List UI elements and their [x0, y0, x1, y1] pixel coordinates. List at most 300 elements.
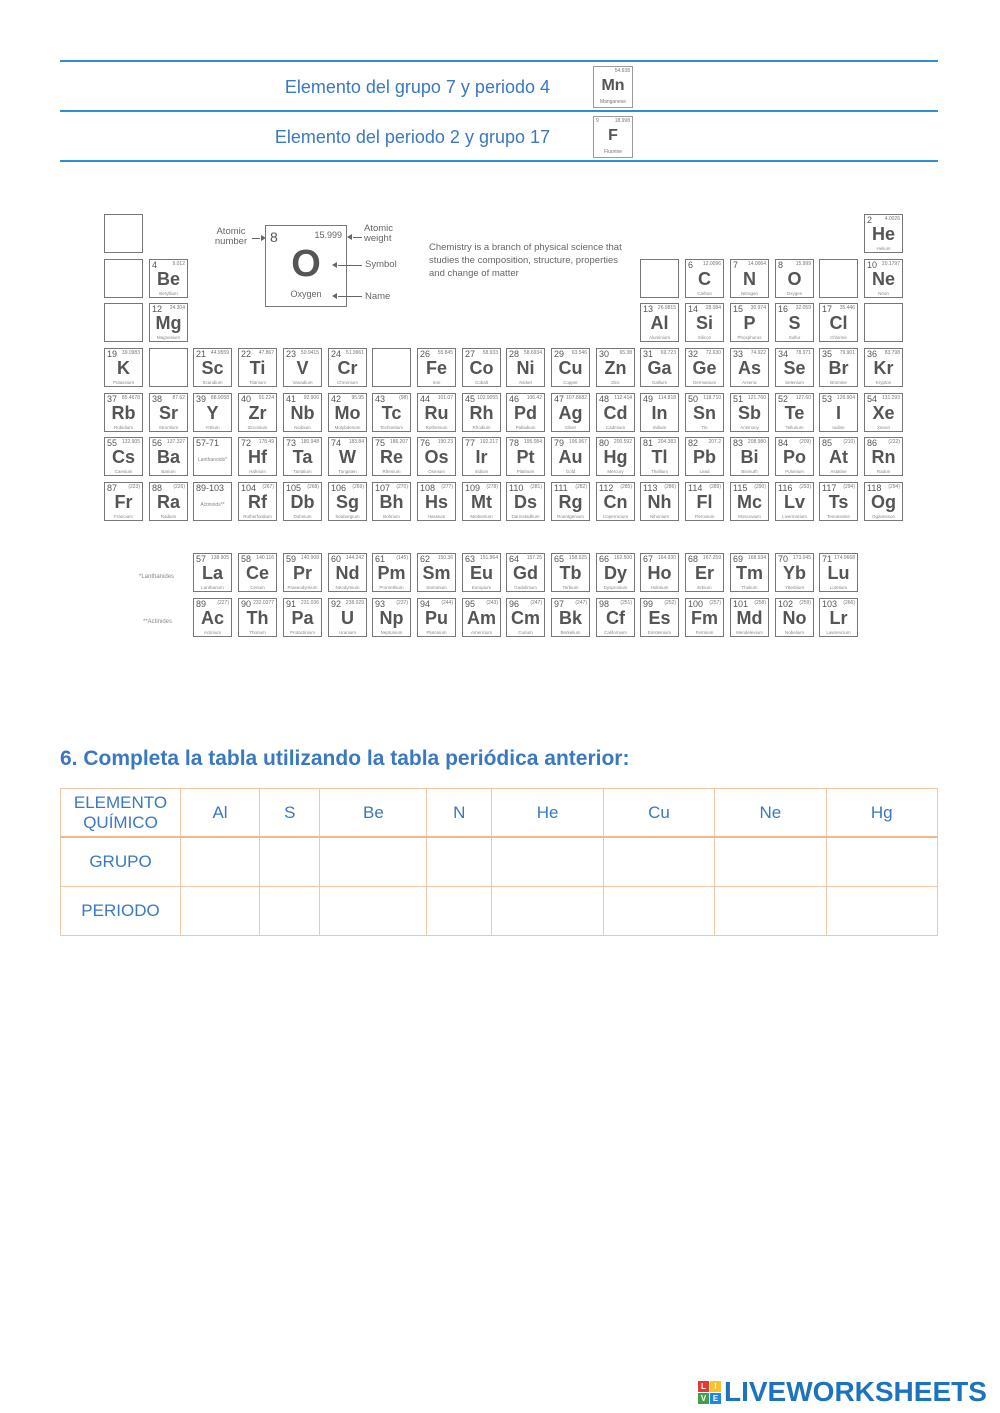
element-number: 77 [465, 438, 476, 448]
tile-number: 9 [596, 118, 599, 124]
element-number: 27 [465, 349, 476, 359]
element-number: 12 [152, 304, 163, 314]
element-weight: 24.304 [169, 305, 185, 311]
element-cell-ne [864, 259, 903, 298]
element-name: Lutetium [829, 585, 848, 590]
element-cell-hs [417, 482, 456, 521]
element-weight: (243) [486, 600, 498, 606]
element-number: 14 [688, 304, 699, 314]
element-name: Tellurium [785, 425, 804, 430]
element-header-cell: Ne [715, 789, 826, 838]
element-symbol: Pm [377, 563, 406, 583]
element-name: Berkelium [560, 630, 581, 635]
element-symbol: Tm [736, 563, 763, 583]
element-name: Copernicium [602, 514, 629, 519]
element-weight: 138.905 [210, 555, 229, 561]
element-number: 62 [420, 554, 431, 564]
element-symbol: Ce [245, 563, 269, 583]
liveworksheets-brand[interactable] [698, 1377, 987, 1407]
element-cell-cn [596, 482, 635, 521]
element-symbol: Ra [156, 492, 180, 512]
element-symbol: Ir [475, 447, 488, 467]
element-cell-rn [864, 437, 903, 476]
element-cell-u [328, 598, 367, 637]
element-cell-np [372, 598, 411, 637]
element-weight: 95.95 [351, 395, 364, 401]
element-cell-eu [462, 553, 501, 592]
element-symbol: Cm [510, 608, 540, 628]
element-symbol: Mo [334, 403, 361, 423]
row-label-grupo: GRUPO [61, 837, 181, 887]
element-number: 108 [420, 483, 436, 493]
element-symbol: Os [424, 447, 449, 467]
empty-cell [104, 214, 143, 253]
element-cell-ta [283, 437, 322, 476]
element-symbol: Ba [156, 447, 180, 467]
empty-cell [104, 303, 143, 342]
element-weight: 132.905 [121, 439, 140, 445]
element-cell-fe [417, 348, 456, 387]
element-weight: 44.9559 [210, 350, 229, 356]
element-name: Erbium [697, 585, 712, 590]
element-cell-pr [283, 553, 322, 592]
element-weight: 74.922 [750, 350, 766, 356]
element-name: Thulium [741, 585, 758, 590]
element-weight: 9.012 [172, 261, 185, 267]
element-name: Chlorine [830, 335, 847, 340]
element-symbol: O [787, 269, 802, 289]
element-name: Antimony [740, 425, 759, 430]
element-name: Indium [652, 425, 667, 430]
element-cell-yb [775, 553, 814, 592]
element-name: Einsteinium [647, 630, 672, 635]
element-name: Niobium [294, 425, 311, 430]
element-name: Barium [161, 469, 176, 474]
element-number: 97 [554, 599, 565, 609]
element-header-cell: N [427, 789, 492, 838]
arrow-left-icon [338, 265, 362, 266]
element-name: Carbon [697, 291, 712, 296]
element-cell-lu [819, 553, 858, 592]
element-name: Bromine [830, 380, 847, 385]
element-number: 100 [688, 599, 704, 609]
element-cell-sm [417, 553, 456, 592]
element-symbol: Ta [292, 447, 313, 467]
element-number: 68 [688, 554, 699, 564]
element-number: 64 [509, 554, 520, 564]
element-name: Samarium [426, 585, 447, 590]
element-symbol: K [117, 358, 130, 378]
element-number: 86 [867, 438, 878, 448]
element-cell-si [685, 303, 724, 342]
element-number: 17 [822, 304, 833, 314]
element-name: Titanium [248, 380, 267, 385]
element-symbol: Lv [783, 492, 805, 512]
element-number: 7 [733, 260, 739, 270]
element-weight: (226) [173, 484, 185, 490]
element-name: Platinum [516, 469, 535, 474]
element-symbol: Ts [828, 492, 849, 512]
element-cell-fm [685, 598, 724, 637]
element-cell-sg [328, 482, 367, 521]
element-name: Tennessine [827, 514, 850, 519]
element-weight: (252) [664, 600, 676, 606]
element-number: 13 [643, 304, 654, 314]
element-weight: 92.906 [303, 395, 319, 401]
element-weight: 55.845 [437, 350, 453, 356]
element-name: Cadmium [605, 425, 626, 430]
empty-cell [372, 348, 411, 387]
element-cell-pu [417, 598, 456, 637]
key-symbol-label: Symbol [365, 259, 397, 270]
element-symbol: Ge [692, 358, 717, 378]
element-name: Roentgenium [557, 514, 584, 519]
element-weight: 20.1797 [881, 261, 900, 267]
element-name: Terbium [562, 585, 579, 590]
element-name: Moscovium [738, 514, 761, 519]
answer-input-cell[interactable] [260, 887, 320, 936]
element-weight: 192.217 [479, 439, 498, 445]
element-symbol: Pd [513, 403, 537, 423]
element-symbol: At [829, 447, 848, 467]
element-weight: 144.242 [345, 555, 364, 561]
element-cell-ag [551, 393, 590, 432]
element-cell-sc [193, 348, 232, 387]
element-cell-in [640, 393, 679, 432]
element-cell-se [775, 348, 814, 387]
element-symbol: Rf [248, 492, 267, 512]
element-weight: 4.0026 [884, 216, 900, 222]
element-name: Rubidium [113, 425, 133, 430]
element-name: Oxygen [786, 291, 803, 296]
element-number: 98 [599, 599, 610, 609]
element-symbol: Cf [606, 608, 625, 628]
element-cell-ni [506, 348, 545, 387]
element-weight: 83.798 [884, 350, 900, 356]
element-cell-hf [238, 437, 277, 476]
element-name: Nobelium [784, 630, 804, 635]
element-cell-w [328, 437, 367, 476]
element-cell-sn [685, 393, 724, 432]
element-weight: 200.592 [613, 439, 632, 445]
element-number: 29 [554, 349, 565, 359]
element-cell-th [238, 598, 277, 637]
element-symbol: Nd [335, 563, 360, 583]
element-cell-pb [685, 437, 724, 476]
element-cell-es [640, 598, 679, 637]
element-number: 80 [599, 438, 610, 448]
element-name: Holmium [650, 585, 669, 590]
answer-input-cell[interactable] [715, 837, 826, 887]
element-weight: (210) [843, 439, 855, 445]
element-symbol: Nb [290, 403, 315, 423]
element-weight: (223) [128, 484, 140, 490]
element-name: Actinium [203, 630, 222, 635]
element-cell-cm [506, 598, 545, 637]
answer-input-cell[interactable] [427, 887, 492, 936]
element-cell-ge [685, 348, 724, 387]
element-weight: 126.904 [836, 395, 855, 401]
element-cell-no [775, 598, 814, 637]
element-number: 46 [509, 394, 520, 404]
element-number: 118 [867, 483, 882, 493]
element-weight: 157.25 [526, 555, 542, 561]
element-symbol: Ni [516, 358, 535, 378]
element-name: Gallium [651, 380, 668, 385]
element-weight: 131.293 [881, 395, 900, 401]
element-symbol: Sr [158, 403, 178, 423]
element-number: 63 [465, 554, 476, 564]
element-symbol: He [871, 224, 895, 244]
element-number: 57 [196, 554, 207, 564]
element-cell-db [283, 482, 322, 521]
element-symbol: Xe [872, 403, 895, 423]
placeholder-label: Actinoids** [200, 502, 225, 508]
answer-input-cell[interactable] [181, 887, 260, 936]
element-symbol: Br [828, 358, 849, 378]
element-weight: (251) [620, 600, 632, 606]
row-label-periodo: PERIODO [61, 887, 181, 936]
element-symbol: N [743, 269, 756, 289]
element-symbol: Bi [740, 447, 759, 467]
element-symbol: Zn [604, 358, 627, 378]
element-weight: (294) [888, 484, 900, 490]
element-symbol: Cn [603, 492, 628, 512]
element-cell-cs [104, 437, 143, 476]
answer-input-cell[interactable] [603, 887, 714, 936]
element-name: Osmium [428, 469, 445, 474]
element-name: Aluminium [648, 335, 670, 340]
element-weight: 91.224 [258, 395, 274, 401]
element-symbol: Pt [516, 447, 535, 467]
element-number: 73 [286, 438, 297, 448]
answer-input-cell[interactable] [492, 837, 603, 887]
element-symbol: Ti [249, 358, 266, 378]
element-weight: 114.818 [658, 395, 676, 401]
element-cell-cr [328, 348, 367, 387]
element-symbol: Si [695, 313, 713, 333]
answer-input-cell[interactable] [320, 887, 427, 936]
element-number: 44 [420, 394, 431, 404]
element-name: Palladium [515, 425, 536, 430]
element-number: 2 [867, 215, 873, 225]
element-number: 105 [286, 483, 302, 493]
element-weight: 183.84 [348, 439, 364, 445]
element-number: 69 [733, 554, 744, 564]
element-weight: 101.07 [437, 395, 453, 401]
element-number: 15 [733, 304, 744, 314]
element-number: 74 [331, 438, 342, 448]
element-weight: 121.760 [747, 395, 766, 401]
element-name: Astatine [830, 469, 847, 474]
element-number: 90 [241, 599, 252, 609]
element-number: 71 [822, 554, 833, 564]
element-weight: 207.2 [708, 439, 721, 445]
element-name: Hafnium [249, 469, 266, 474]
element-weight: (247) [530, 600, 542, 606]
element-name: Potassium [112, 380, 134, 385]
element-name: Dubnium [293, 514, 312, 519]
element-number: 89 [196, 599, 207, 609]
element-weight: (289) [709, 484, 721, 490]
element-weight: (270) [396, 484, 408, 490]
element-symbol: Rg [558, 492, 583, 512]
element-number: 4 [152, 260, 158, 270]
element-symbol: Nh [647, 492, 672, 512]
answer-input-cell[interactable] [181, 837, 260, 887]
element-name: Gold [565, 469, 576, 474]
element-symbol: Bk [558, 608, 582, 628]
element-weight: 137.327 [166, 439, 185, 445]
placeholder-range: 57-71 [196, 438, 220, 448]
element-weight: 174.9668 [834, 555, 855, 561]
element-number: 76 [420, 438, 431, 448]
element-cell-zr [238, 393, 277, 432]
element-weight: 112.414 [614, 395, 632, 401]
question-title: 6. Completa la tabla utilizando la tabla periódica anterior: [60, 747, 630, 770]
element-name: Technetium [379, 425, 403, 430]
element-cell-ba [149, 437, 188, 476]
element-name: Europium [471, 585, 492, 590]
tile-symbol: F [608, 127, 618, 144]
element-number: 70 [778, 554, 789, 564]
answer-input-cell[interactable] [826, 837, 937, 887]
table-row-grupo [61, 837, 938, 887]
answer-table [60, 788, 938, 936]
periodic-table [0, 0, 1000, 700]
element-weight: 72.630 [705, 350, 721, 356]
element-number: 59 [286, 554, 297, 564]
element-weight: 196.967 [568, 439, 587, 445]
element-number: 52 [778, 394, 789, 404]
element-name: Chromium [337, 380, 358, 385]
element-cell-re [372, 437, 411, 476]
answer-input-cell[interactable] [603, 837, 714, 887]
element-symbol: P [743, 313, 756, 333]
element-weight: 164.930 [657, 555, 676, 561]
element-header-cell: He [492, 789, 603, 838]
element-number: 47 [554, 394, 565, 404]
element-number: 114 [688, 483, 703, 493]
element-symbol: Eu [469, 563, 493, 583]
arrow-left-icon [338, 296, 362, 297]
element-number: 54 [867, 394, 878, 404]
element-number: 113 [643, 483, 658, 493]
element-symbol: Pa [291, 608, 314, 628]
empty-cell [864, 303, 903, 342]
element-name: Mercury [607, 469, 624, 474]
element-symbol: C [698, 269, 711, 289]
element-weight: (290) [754, 484, 766, 490]
element-cell-pd [506, 393, 545, 432]
element-cell-rh [462, 393, 501, 432]
element-name: Silicon [697, 335, 712, 340]
element-number: 95 [465, 599, 476, 609]
element-weight: 186.207 [389, 439, 408, 445]
element-weight: (267) [262, 484, 274, 490]
element-symbol: Cl [829, 313, 848, 333]
element-weight: (266) [843, 600, 855, 606]
element-symbol: Hf [248, 447, 267, 467]
element-number: 110 [509, 483, 524, 493]
answer-input-cell[interactable] [320, 837, 427, 887]
element-symbol: Te [784, 403, 805, 423]
element-weight: 63.546 [571, 350, 587, 356]
element-number: 111 [554, 483, 568, 493]
element-weight: 35.446 [839, 305, 855, 311]
element-symbol: Ru [424, 403, 449, 423]
element-weight: (269) [352, 484, 364, 490]
element-number: 41 [286, 394, 297, 404]
element-cell-al [640, 303, 679, 342]
element-cell-p [730, 303, 769, 342]
answer-input-cell[interactable] [715, 887, 826, 936]
element-cell-y [193, 393, 232, 432]
element-symbol: No [782, 608, 807, 628]
element-number: 42 [331, 394, 342, 404]
element-symbol: Lu [827, 563, 850, 583]
element-weight: 79.901 [839, 350, 855, 356]
element-cell-dy [596, 553, 635, 592]
element-name: Bismuth [741, 469, 758, 474]
element-symbol: Ag [558, 403, 583, 423]
answer-input-cell[interactable] [260, 837, 320, 887]
element-name: Americium [470, 630, 493, 635]
element-cell-cf [596, 598, 635, 637]
element-name: Zinc [611, 380, 620, 385]
element-number: 65 [554, 554, 565, 564]
element-cell-am [462, 598, 501, 637]
element-weight: (285) [620, 484, 632, 490]
element-number: 78 [509, 438, 520, 448]
element-cell-sb [730, 393, 769, 432]
element-number: 109 [465, 483, 481, 493]
element-symbol: Sm [422, 563, 451, 583]
element-cell-fr [104, 482, 143, 521]
element-weight: 39.0983 [121, 350, 140, 356]
element-weight: 162.500 [613, 555, 632, 561]
element-cell-ds [506, 482, 545, 521]
element-name: Darmstadtium [511, 514, 540, 519]
element-cell-rb [104, 393, 143, 432]
element-name: Protactinium [289, 630, 315, 635]
element-symbol: Ds [513, 492, 537, 512]
element-symbol: Np [379, 608, 404, 628]
element-name: Nitrogen [740, 291, 758, 296]
element-symbol: Fm [691, 608, 718, 628]
element-symbol: Og [871, 492, 896, 512]
answer-input-cell[interactable] [492, 887, 603, 936]
element-weight: (209) [799, 439, 811, 445]
element-number: 19 [107, 349, 118, 359]
element-cell-pa [283, 598, 322, 637]
answer-input-cell[interactable] [427, 837, 492, 887]
element-number: 92 [331, 599, 342, 609]
element-name: Seaborgium [335, 514, 360, 519]
element-symbol: W [339, 447, 356, 467]
element-name: Iron [432, 380, 441, 385]
element-number: 51 [733, 394, 744, 404]
element-cell-pt [506, 437, 545, 476]
answer-input-cell[interactable] [826, 887, 937, 936]
brand-text: LIVEWORKSHEETS [724, 1376, 987, 1407]
element-weight: 208.980 [747, 439, 766, 445]
element-weight: 88.9058 [210, 395, 229, 401]
element-name: Curium [518, 630, 533, 635]
element-name: Polonium [785, 469, 804, 474]
element-cell-og [864, 482, 903, 521]
element-weight: 231.036 [300, 600, 319, 606]
